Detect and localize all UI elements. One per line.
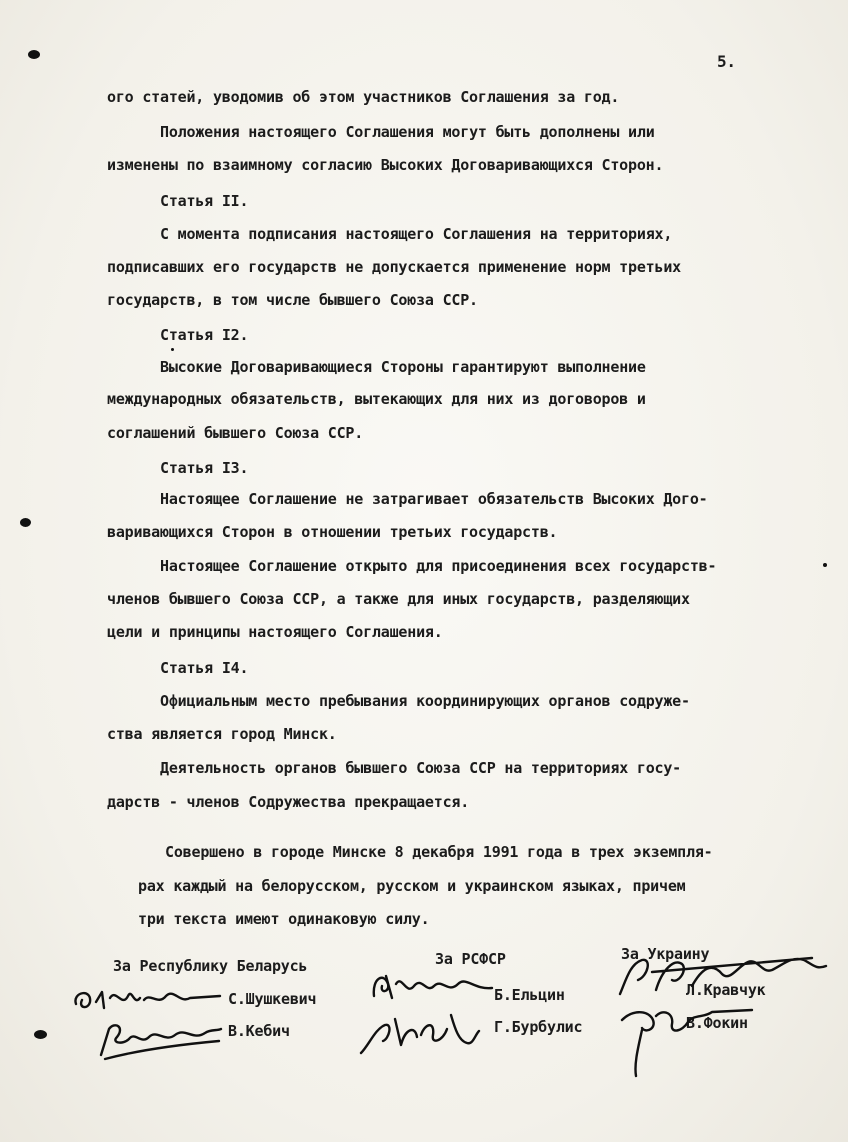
text-line: рах каждый на белорусском, русском и украинском языках, причем — [138, 877, 686, 895]
text-line: ого статей, уводомив об этом участников Соглашения за год. — [107, 88, 620, 106]
text-line: ства является город Минск. — [107, 725, 337, 743]
scan-mark — [20, 518, 31, 527]
article-heading: Статья I2. — [160, 326, 249, 344]
text-line: международных обязательств, вытекающих для них из договоров и — [107, 390, 646, 408]
signature-yeltsin — [366, 966, 496, 1006]
text-line: три текста имеют одинаковую силу. — [138, 910, 430, 928]
page-number: 5. — [717, 52, 736, 71]
text-line: членов бывшего Союза ССР, а также для иных государств, разделяющих — [107, 590, 690, 608]
text-line: варивающихся Сторон в отношении третьих государств. — [107, 523, 558, 541]
signatory-name: Г.Бурбулис — [494, 1018, 583, 1036]
text-line: Положения настоящего Соглашения могут быть дополнены или — [160, 123, 655, 141]
signatory-heading-belarus: За Республику Беларусь — [113, 957, 308, 975]
signatory-name: В.Кебич — [228, 1022, 290, 1040]
text-line: Высокие Договаривающиеся Стороны гарантируют выполнение — [160, 358, 646, 376]
signatory-name: В.Фокин — [686, 1014, 748, 1032]
signatory-name: Б.Ельцин — [494, 986, 565, 1004]
article-heading: Статья II. — [160, 192, 249, 210]
signatory-name: С.Шушкевич — [228, 990, 317, 1008]
text-line: подписавших его государств не допускается применение норм третьих — [107, 258, 681, 276]
signature-shushkevich — [70, 978, 230, 1018]
article-heading: Статья I4. — [160, 659, 249, 677]
signature-kravchuk — [612, 950, 832, 1000]
signatory-name: Л.Кравчук — [686, 981, 766, 999]
scan-mark — [171, 348, 174, 351]
text-line: Официальным место пребывания координирующих органов содруже- — [160, 692, 690, 710]
text-line: Настоящее Соглашение не затрагивает обязательств Высоких Дого- — [160, 490, 708, 508]
text-line: С момента подписания настоящего Соглашения на территориях, — [160, 225, 673, 243]
text-line: Настоящее Соглашение открыто для присоединения всех государств- — [160, 557, 717, 575]
article-heading: Статья I3. — [160, 459, 249, 477]
signatory-heading-ukraine: За Украину — [621, 945, 710, 963]
text-line: изменены по взаимному согласию Высоких Договаривающихся Сторон. — [107, 156, 664, 174]
signatory-heading-rsfsr: За РСФСР — [435, 950, 506, 968]
text-line: соглашений бывшего Союза ССР. — [107, 424, 364, 442]
scan-mark — [34, 1030, 47, 1039]
signature-kebich — [95, 1015, 225, 1065]
text-line: цели и принципы настоящего Соглашения. — [107, 623, 443, 641]
scan-mark — [28, 50, 40, 59]
text-line: Совершено в городе Минске 8 декабря 1991 года в трех экземпля- — [165, 843, 713, 861]
signature-burbulis — [355, 1005, 485, 1060]
text-line: государств, в том числе бывшего Союза ССР. — [107, 291, 478, 309]
scan-mark — [823, 563, 827, 567]
text-line: дарств - членов Содружества прекращается. — [107, 793, 470, 811]
signature-fokin — [612, 1000, 762, 1080]
text-line: Деятельность органов бывшего Союза ССР на территориях госу- — [160, 759, 682, 777]
